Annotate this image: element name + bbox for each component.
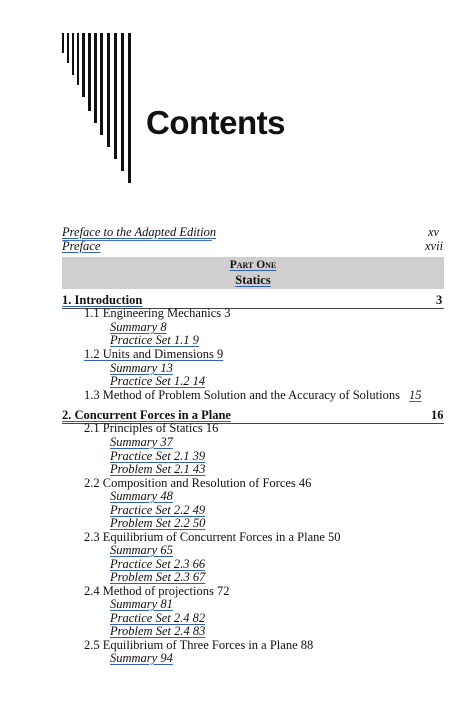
- toc-chapter-2[interactable]: 2. Concurrent Forces in a Plane: [62, 408, 231, 422]
- toc-section[interactable]: 2.2 Composition and Resolution of Forces 46: [84, 476, 312, 490]
- toc-chapter-1[interactable]: 1. Introduction: [62, 293, 143, 307]
- toc-subentry[interactable]: Practice Set 2.4 82: [110, 611, 206, 625]
- toc-subentry[interactable]: Summary 48: [110, 489, 173, 503]
- toc-section[interactable]: 1.3 Method of Problem Solution and the Accuracy of Solutions: [84, 388, 400, 402]
- toc-section[interactable]: 2.3 Equilibrium of Concurrent Forces in a Plane 50: [84, 530, 341, 544]
- toc-entry-preface[interactable]: Preface: [62, 239, 101, 253]
- part-label[interactable]: Part One: [229, 259, 277, 271]
- toc-subentry[interactable]: Practice Set 2.3 66: [110, 557, 206, 571]
- toc-subentry[interactable]: Problem Set 2.2 50: [110, 516, 206, 530]
- toc-entry-preface-adapted[interactable]: Preface to the Adapted Edition: [62, 225, 217, 239]
- toc-section[interactable]: 2.4 Method of projections 72: [84, 584, 230, 598]
- toc-subentry[interactable]: Summary 94: [110, 651, 173, 665]
- toc-subentry[interactable]: Practice Set 1.2 14: [110, 374, 206, 388]
- toc-subentry[interactable]: Summary 81: [110, 597, 173, 611]
- toc-subentry[interactable]: Problem Set 2.4 83: [110, 624, 206, 638]
- toc-subentry[interactable]: Practice Set 2.1 39: [110, 449, 206, 463]
- toc-section[interactable]: 2.1 Principles of Statics 16: [84, 421, 219, 435]
- toc-section[interactable]: 1.1 Engineering Mechanics 3: [84, 306, 231, 320]
- part-band: [62, 257, 444, 289]
- toc-subentry[interactable]: Summary 13: [110, 361, 173, 375]
- toc-page: 3: [436, 293, 443, 307]
- toc-page: xvii: [425, 239, 444, 253]
- toc-subentry[interactable]: Summary 8: [110, 320, 167, 334]
- toc-subentry[interactable]: Summary 65: [110, 543, 173, 557]
- toc-page: xv: [428, 225, 440, 239]
- toc-subentry[interactable]: Problem Set 2.1 43: [110, 462, 206, 476]
- page-title: Contents: [146, 104, 285, 141]
- toc-section[interactable]: 1.2 Units and Dimensions 9: [84, 347, 224, 361]
- toc-page: 15: [409, 388, 422, 402]
- toc-subentry[interactable]: Practice Set 1.1 9: [110, 333, 199, 347]
- toc-subentry[interactable]: Problem Set 2.3 67: [110, 570, 206, 584]
- toc-subentry[interactable]: Practice Set 2.2 49: [110, 503, 206, 517]
- toc-subentry[interactable]: Summary 37: [110, 435, 173, 449]
- part-name[interactable]: Statics: [235, 273, 271, 287]
- toc-section[interactable]: 2.5 Equilibrium of Three Forces in a Plane 88: [84, 638, 314, 652]
- toc-page: 16: [431, 408, 444, 422]
